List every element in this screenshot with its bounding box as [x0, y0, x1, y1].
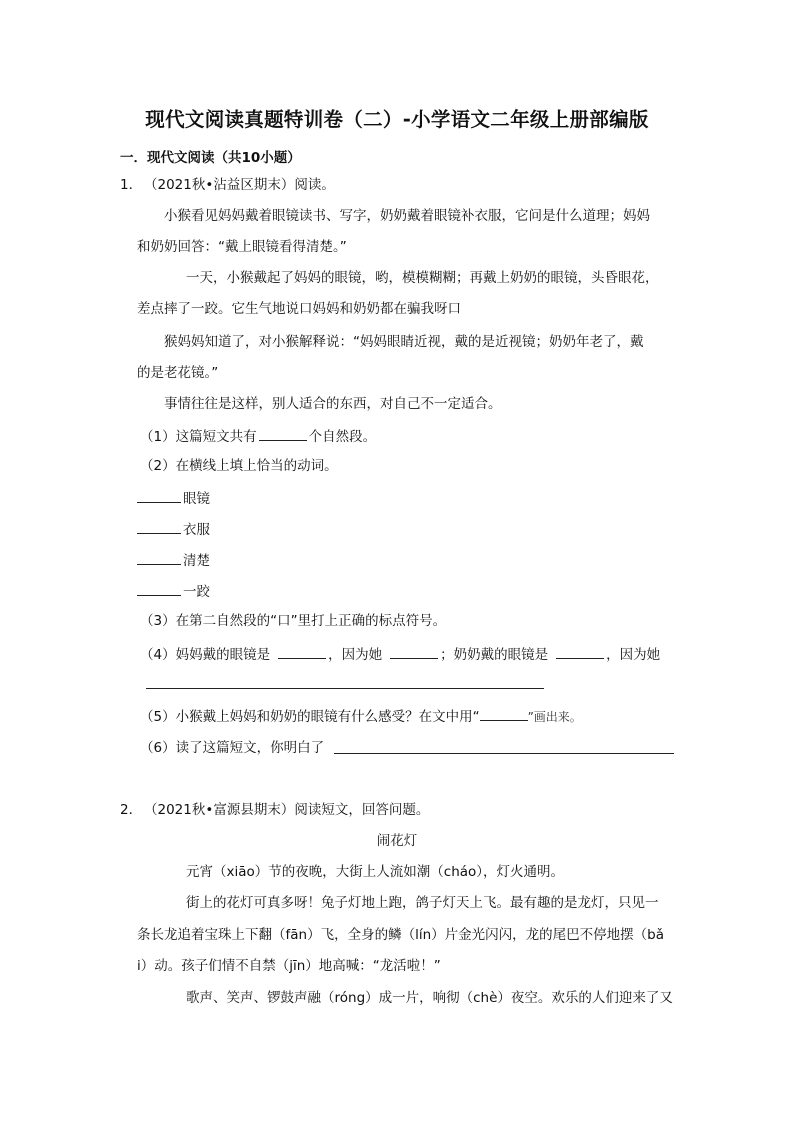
sub-question-4 — [140, 644, 660, 664]
fill-word: 清楚 — [183, 553, 210, 569]
answer-blank[interactable] — [278, 644, 326, 659]
page-title: 现代文阅读真题特训卷（二）-小学语文二年级上册部编版 — [145, 108, 649, 131]
sub-question-text: ，因为她 — [328, 647, 383, 663]
sub-question-3: （3）在第二自然段的“口”里打上正确的标点符号。 — [140, 613, 447, 629]
passage-line: 事情往往是这样，别人适合的东西，对自己不一定适合。 — [164, 396, 502, 412]
fill-word: 一跤 — [183, 584, 210, 600]
passage-title: 闹花灯 — [376, 833, 418, 849]
answer-blank[interactable] — [137, 550, 181, 565]
passage-line: 歌声、笑声、锣鼓声融（róng）成一片，响彻（chè）夜空。欢乐的人们迎来了又 — [186, 990, 673, 1006]
fill-item — [137, 550, 210, 570]
answer-blank[interactable] — [390, 644, 438, 659]
sub-question-text: ”画出来。 — [527, 710, 582, 724]
passage-line: 猴妈妈知道了，对小猴解释说：“妈妈眼睛近视，戴的是近视镜；奶奶年老了，戴 — [164, 334, 644, 350]
question-number: 2． — [120, 802, 143, 818]
section-heading: 一．现代文阅读（共10小题） — [120, 150, 301, 166]
sub-question-6: （6）读了这篇短文，你明白了 — [140, 740, 325, 756]
fill-item — [137, 519, 210, 539]
passage-line: 差点摔了一跤。它生气地说口妈妈和奶奶都在骗我呀口 — [137, 301, 461, 317]
fill-item — [137, 488, 210, 508]
answer-line[interactable] — [334, 753, 674, 754]
answer-blank[interactable] — [137, 581, 181, 596]
sub-question-text: （5）小猴戴上妈妈和奶奶的眼镜有什么感受？在文中用“ — [140, 709, 480, 725]
answer-blank[interactable] — [480, 706, 528, 721]
passage-line: i）动。孩子们情不自禁（jīn）地高喊：“龙活啦！” — [137, 958, 441, 974]
passage-line: 的是老花镜。” — [137, 365, 219, 381]
passage-line: 条长龙追着宝珠上下翻（fān）飞，全身的鳞（lín）片金光闪闪，龙的尾巴不停地摆（bǎ — [137, 927, 664, 943]
passage-line: 元宵（xiāo）节的夜晚，大街上人流如潮（cháo），灯火通明。 — [186, 864, 565, 880]
sub-question-text: 个自然段。 — [308, 429, 377, 445]
passage-line: 和奶奶回答：“戴上眼镜看得清楚。” — [137, 239, 347, 255]
sub-question-text: ，因为她 — [606, 647, 661, 663]
passage-line: 小猴看见妈妈戴着眼镜读书、写字，奶奶戴着眼镜补衣服，它问是什么道理；妈妈 — [164, 208, 650, 224]
passage-line: 一天，小猴戴起了妈妈的眼镜，哟，模模糊糊；再戴上奶奶的眼镜，头昏眼花， — [186, 270, 659, 286]
passage-line: 街上的花灯可真多呀！兔子灯地上跑，鸽子灯天上飞。最有趣的是龙灯，只见一 — [186, 895, 659, 911]
question-source: （2021秋•富源县期末）阅读短文，回答问题。 — [144, 802, 430, 818]
sub-question-5 — [140, 706, 582, 726]
answer-blank[interactable] — [137, 488, 181, 503]
question-number: 1． — [120, 177, 143, 193]
answer-line[interactable] — [146, 688, 544, 689]
answer-blank[interactable] — [556, 644, 604, 659]
sub-question-text: ；奶奶戴的眼镜是 — [440, 647, 549, 663]
fill-item — [137, 581, 210, 601]
question-source: （2021秋•沾益区期末）阅读。 — [144, 177, 335, 193]
sub-question-text: （4）妈妈戴的眼镜是 — [140, 647, 271, 663]
sub-question-1 — [140, 426, 376, 446]
answer-blank[interactable] — [137, 519, 181, 534]
sub-question-text: （1）这篇短文共有 — [140, 429, 257, 445]
fill-word: 衣服 — [183, 522, 210, 538]
fill-word: 眼镜 — [183, 491, 210, 507]
sub-question-2: （2）在横线上填上恰当的动词。 — [140, 458, 338, 474]
answer-blank[interactable] — [259, 426, 307, 441]
